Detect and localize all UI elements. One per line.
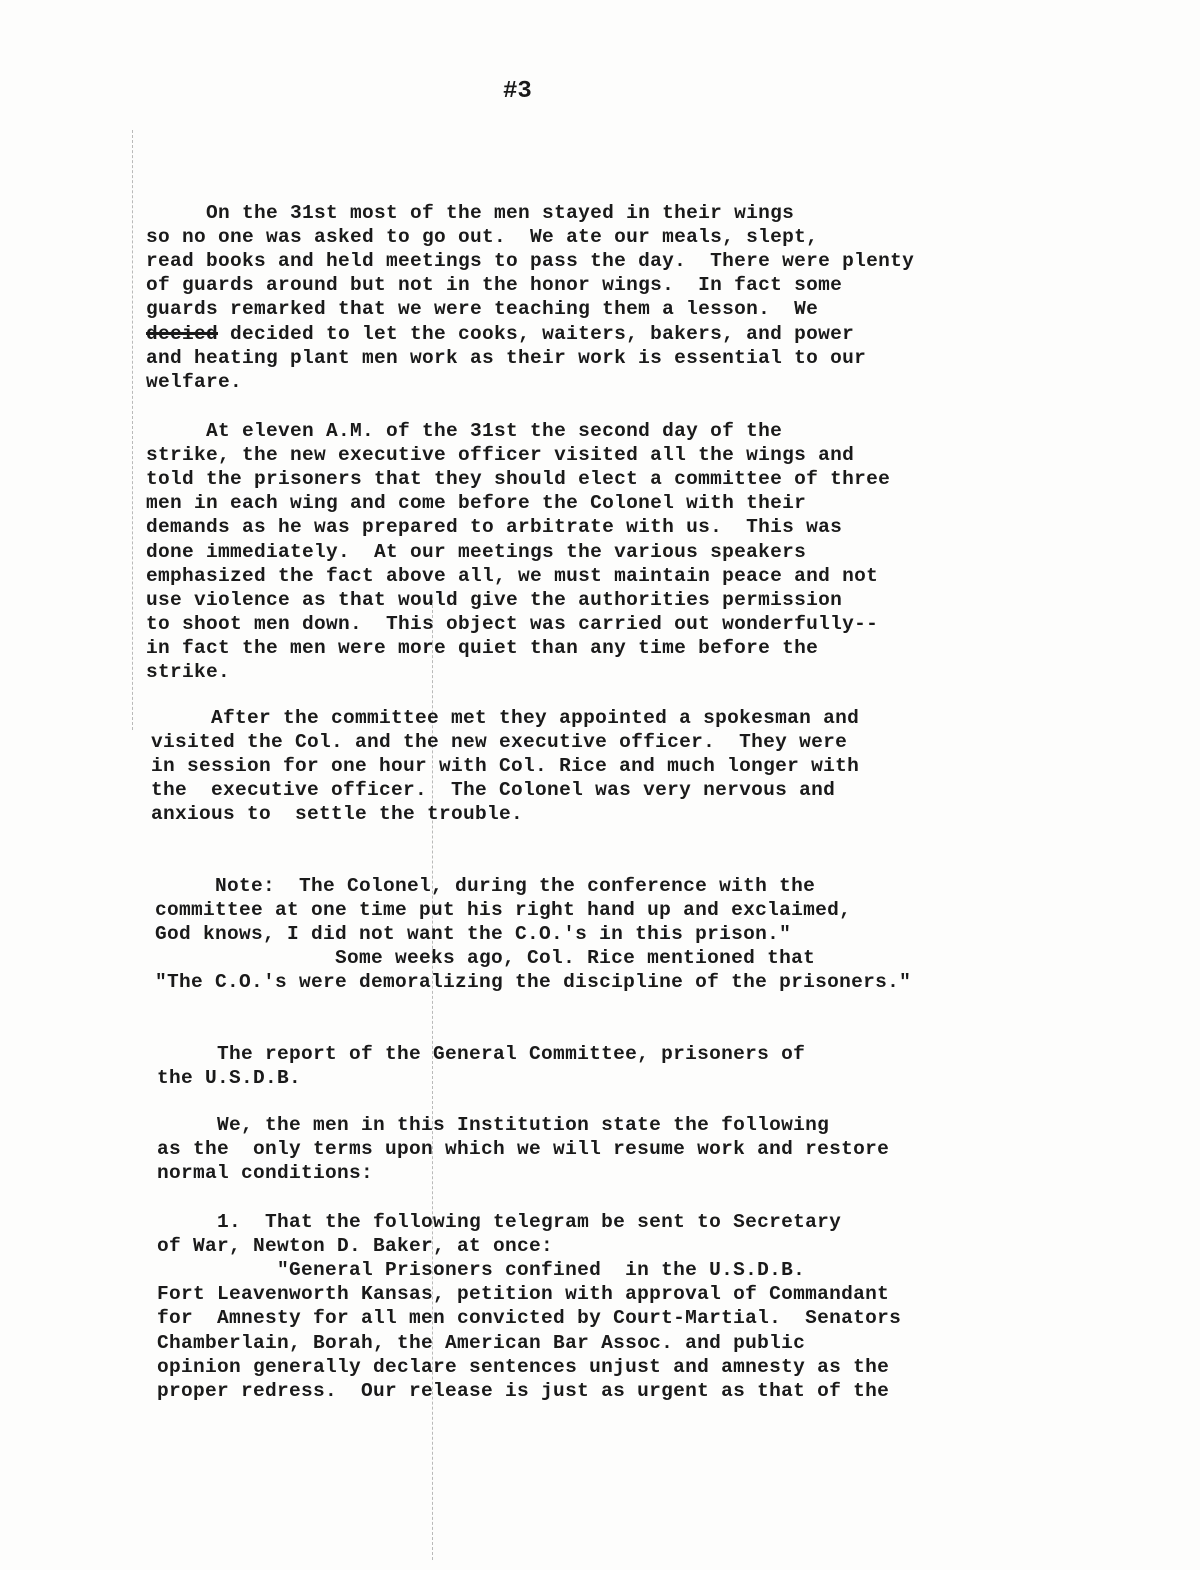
text-line: 1. That the following telegram be sent to Secretary	[157, 1211, 842, 1233]
text-line: as the only terms upon which we will resume work and restore	[157, 1138, 890, 1161]
text-line: Note: The Colonel, during the conference with the	[155, 875, 816, 897]
text-line: The report of the General Committee, prisoners of	[157, 1043, 806, 1065]
text-line: After the committee met they appointed a spokesman and	[151, 707, 860, 729]
text-line: normal conditions:	[157, 1162, 374, 1185]
text-line: strike.	[146, 661, 231, 683]
text-line	[146, 322, 854, 346]
text-line: visited the Col. and the new executive officer. They were	[151, 731, 848, 754]
text-line: Fort Leavenworth Kansas, petition with approval of Commandant	[157, 1283, 890, 1306]
text-line: God knows, I did not want the C.O.'s in this prison."	[155, 923, 792, 946]
text-line: read books and held meetings to pass the day. There were plenty	[146, 250, 915, 273]
text-line: "General Prisoners confined in the U.S.D.B.	[157, 1259, 806, 1282]
text-line: so no one was asked to go out. We ate our meals, slept,	[146, 226, 819, 249]
text-line: in fact the men were more quiet than any time before the	[146, 636, 819, 659]
text-line: anxious to settle the trouble.	[151, 803, 524, 826]
page-number: #3	[503, 78, 532, 105]
text-line: committee at one time put his right hand up and exclaimed,	[155, 899, 852, 922]
text-line: "The C.O.'s were demoralizing the discipline of the prisoners."	[155, 971, 912, 994]
text-line: opinion generally declare sentences unjust and amnesty as the	[157, 1355, 890, 1378]
text-line: strike, the new executive officer visited all the wings and	[146, 444, 855, 467]
text-line: use violence as that would give the authorities permission	[146, 588, 843, 611]
text-line: men in each wing and come before the Colonel with their	[146, 492, 807, 515]
text-line: the U.S.D.B.	[157, 1067, 302, 1090]
text-line: the executive officer. The Colonel was very nervous and	[151, 779, 836, 802]
text-line: of War, Newton D. Baker, at once:	[157, 1235, 554, 1258]
text-line: Some weeks ago, Col. Rice mentioned that	[155, 947, 816, 970]
text-line: told the prisoners that they should elect a committee of three	[146, 468, 891, 491]
text-line: of guards around but not in the honor wings. In fact some	[146, 274, 843, 297]
text-line: emphasized the fact above all, we must maintain peace and not	[146, 564, 879, 587]
line-text: decided to let the cooks, waiters, bakers, and power	[218, 322, 855, 345]
text-line: and heating plant men work as their work is essential to our	[146, 346, 867, 369]
text-line: welfare.	[146, 370, 243, 393]
text-line: guards remarked that we were teaching them a lesson. We	[146, 298, 819, 321]
text-line: to shoot men down. This object was carried out wonderfully--	[146, 612, 879, 635]
text-line: for Amnesty for all men convicted by Court-Martial. Senators	[157, 1307, 902, 1330]
text-line: proper redress. Our release is just as urgent as that of the	[157, 1379, 890, 1402]
text-line: On the 31st most of the men stayed in their wings	[146, 202, 795, 224]
text-line: done immediately. At our meetings the various speakers	[146, 540, 807, 563]
paper-crease	[132, 130, 133, 730]
text-line: Chamberlain, Borah, the American Bar Assoc. and public	[157, 1331, 806, 1354]
text-line: in session for one hour with Col. Rice and much longer with	[151, 755, 860, 778]
struck-word: deeied	[146, 322, 219, 345]
text-line: demands as he was prepared to arbitrate with us. This was	[146, 516, 843, 539]
text-line: We, the men in this Institution state the following	[157, 1114, 830, 1136]
text-line: At eleven A.M. of the 31st the second day of the	[146, 420, 783, 442]
